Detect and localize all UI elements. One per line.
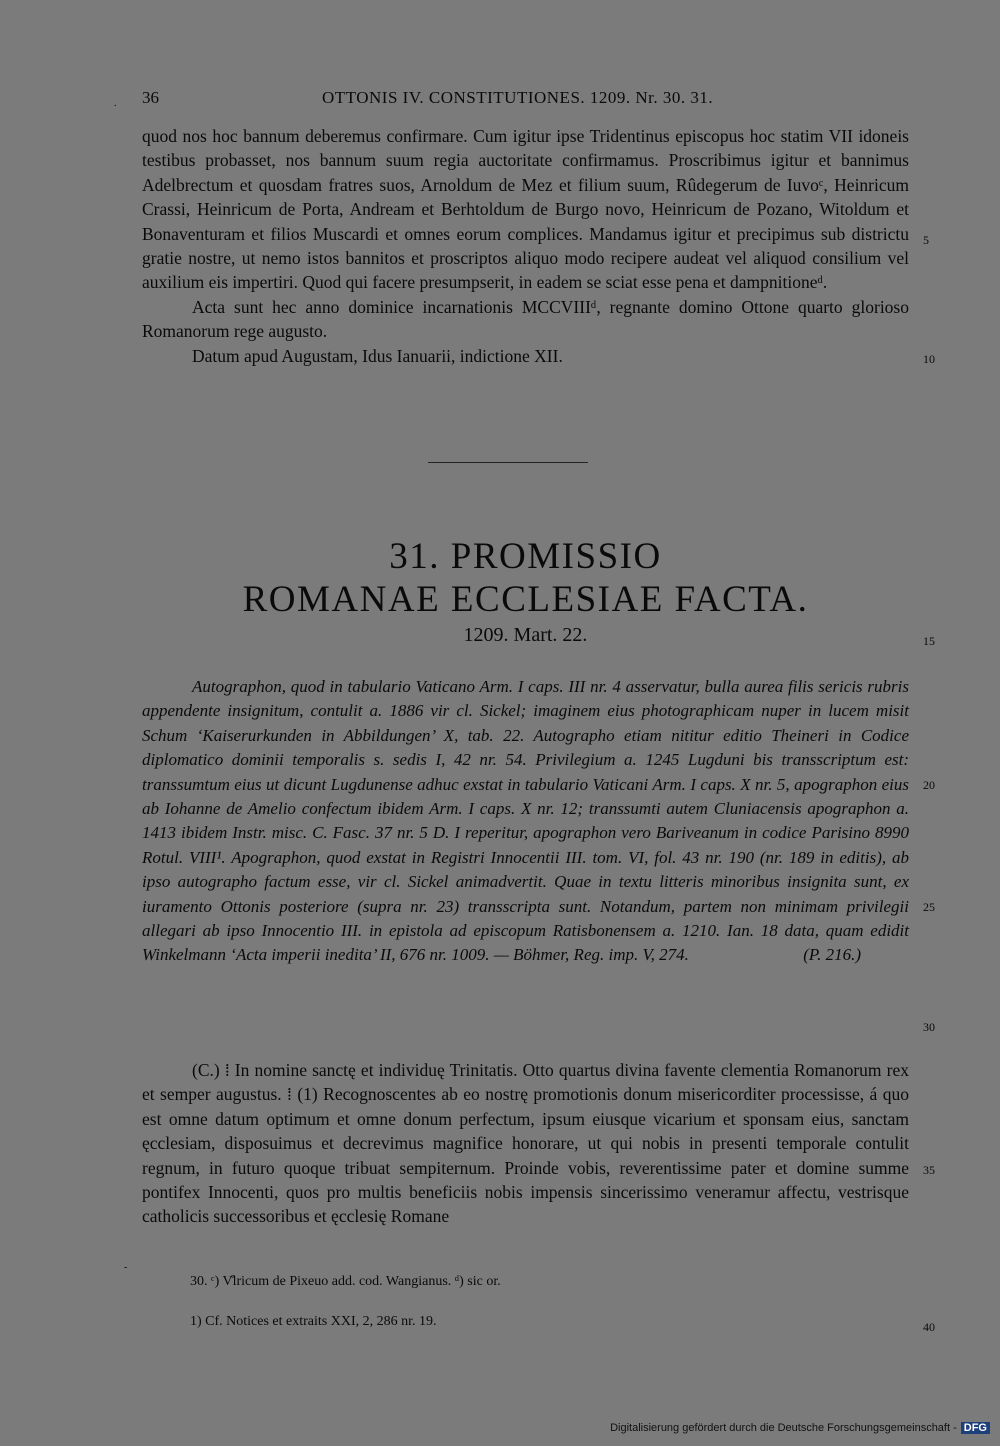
editorial-note-ref: (P. 216.) — [803, 945, 861, 965]
running-title: OTTONIS IV. CONSTITUTIONES. 1209. Nr. 30. 31. — [322, 88, 714, 107]
section-31-paragraph: (C.) ⁞ In nomine sanctę et individuę Trinitatis. Otto quartus divina favente clementia Romanorum rex et semper augustus. ⁞ (1) Recognoscentes ab eo nostrę promotionis donum misericorditer processisse, á quo est omne datum optimum et omne donum perfectum, ipsum eiusque vicarium et sponsam eius, sanctam ęcclesiam, disposuimus et decrevimus magnifice honorare, ut qui nobis in presenti temporale contulit regnum, in futuro quoque tribuat sempiternum. Proinde vobis, reverentissime pater et domine summe pontifex Innocenti, quos pro multis beneficiis nobis impensis sincerissimo veneramur affectu, vestrisque catholicis successoribus et ęcclesię Romane — [142, 1060, 909, 1227]
section-31-title-line2: ROMANAE ECCLESIAE FACTA. — [242, 579, 809, 620]
line-number: 5 — [923, 233, 929, 247]
footnote-1: 1) Cf. Notices et extraits XXI, 2, 286 nr. 19. — [190, 1314, 437, 1329]
section-30-datum: Datum apud Augustam, Idus Ianuarii, indictione XII. — [192, 345, 563, 366]
line-number: 35 — [923, 1163, 935, 1177]
margin-mark: . — [114, 98, 117, 109]
section-31-date: 1209. Mart. 22. — [463, 624, 588, 646]
section-31-text — [142, 1058, 909, 1229]
dfg-logo: DFG — [961, 1422, 990, 1434]
margin-mark: - — [124, 1262, 128, 1273]
line-number: 10 — [923, 352, 935, 366]
line-number: 30 — [923, 1020, 935, 1034]
line-number: 40 — [923, 1320, 935, 1334]
line-number: 25 — [923, 900, 935, 914]
editorial-note — [142, 675, 909, 968]
footnote-30: 30. ᶜ) V̊lricum de Pixeuo add. cod. Wangianus. ᵈ) sic or. — [190, 1274, 501, 1289]
section-30-text — [142, 124, 909, 368]
section-30-paragraph: quod nos hoc bannum deberemus confirmare. Cum igitur ipse Tridentinus episcopus hoc statim VII idoneis testibus probasset, nos bannum suum regia auctoritate confirmamus. Proscribimus igitur et bannimus Adelbrectum et quosdam fratres suos, Arnoldum de Mez et filium suum, Rûdegerum de Iuvoᶜ, Heinricum Crassi, Heinricum de Porta, Andream et Berhtoldum de Burgo novo, Heinricum de Pozano, Witoldum et Bonaventuram et filios Muscardi et omnes eorum complices. Mandamus igitur et precipimus sub districtu gratie nostre, ut nemo istos bannitos et proscriptos aliquo modo recipere audeat vel aliquod consilium vel auxilium eis impertiri. Quod qui facere presumpserit, in eadem se sciat esse pena et dampnitioneᵈ. — [142, 126, 909, 293]
page-number: 36 — [142, 88, 159, 107]
page-footer — [610, 1422, 990, 1434]
line-number: 20 — [923, 778, 935, 792]
section-31-title-line1: 31. PROMISSIO — [389, 536, 662, 577]
footer-text: Digitalisierung gefördert durch die Deutsche Forschungsgemeinschaft - — [610, 1422, 957, 1434]
editorial-note-text: Autographon, quod in tabulario Vaticano Arm. I caps. III nr. 4 asservatur, bulla aurea filis sericis rubris appendente insignitum, contulit a. 1886 vir cl. Sickel; imaginem eius photographicam nuper in lucem misit Schum ‘Kaiserurkunden in Abbildungen’ X, tab. 22. Autographo etiam nititur editio Theineri in Codice diplomatico dominii temporalis s. sedis I, 42 nr. 54. Privilegium a. 1245 Lugduni bis transscriptum est: transsumtum eius ut dicunt Lugdunense adhuc exstat in tabulario Vaticani Arm. I caps. X nr. 5, apographon eius ab Iohanne de Amelio confectum ibidem Arm. I caps. X nr. 12; transsumti autem Cluniacensis apographon a. 1413 ibidem Instr. misc. C. Fasc. 37 nr. 5 D. I reperitur, apographon vero Bariveanum in codice Parisino 8990 Rotul. VIII¹. Apographon, quod exstat in Registri Innocentii III. tom. VI, fol. 43 nr. 190 (nr. 189 in editis), ab ipso autographo factum esse, vir cl. Sickel animadvertit. Quae in textu litteris minoribus insignita sunt, ex iuramento Ottonis posteriore (supra nr. 23) transscripta sunt. Notandum, partem non minimam privilegii allegari ab ipso Innocentio III. in epistola ad episcopum Ratisbonensem a. 1210. Ian. 18 data, quam edidit Winkelmann ‘Acta imperii inedita’ II, 676 nr. 1009. — Böhmer, Reg. imp. V, 274. — [142, 677, 909, 965]
section-separator — [428, 462, 588, 463]
line-number: 15 — [923, 634, 935, 648]
section-30-acta: Acta sunt hec anno dominice incarnationis MCCVIIIᵈ, regnante domino Ottone quarto glorioso Romanorum rege augusto. — [142, 296, 909, 342]
